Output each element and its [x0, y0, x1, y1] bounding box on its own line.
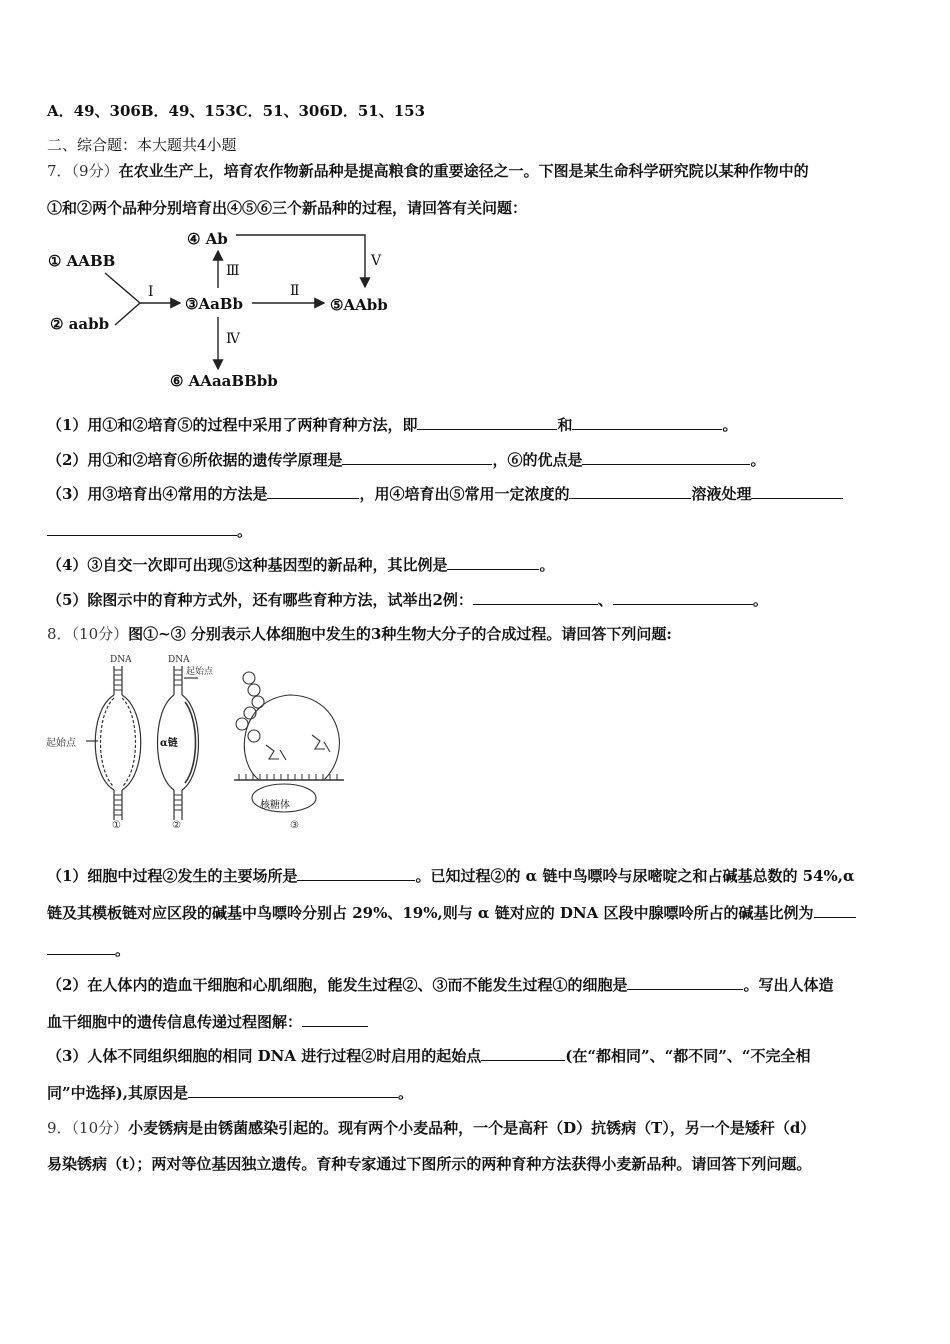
q8-p1-text2: 。已知过程②的 α 链中鸟嘌呤与尿嘧啶之和占碱基总数的 54%,α: [415, 867, 855, 885]
q7-p4-text: （4）③自交一次即可出现⑤这种基因型的新品种，其比例是: [47, 556, 448, 574]
fig2-alpha-label: α链: [160, 738, 178, 749]
q7-stem-line1: [47, 160, 910, 182]
q7-p3-text3: 溶液处理: [691, 485, 752, 503]
q8-p2-text2: 。写出人体造: [743, 976, 834, 994]
q7-part2: [47, 449, 910, 471]
answer-blank[interactable]: [582, 449, 750, 465]
breeding-diagram: [40, 225, 420, 395]
answer-blank[interactable]: [417, 414, 557, 430]
answer-blank[interactable]: [751, 483, 843, 499]
fig1-dna-label: DNA: [110, 655, 132, 665]
q7-part5: [47, 589, 910, 611]
q9-score: （10分）: [71, 1119, 129, 1137]
q7-p2-text: （2）用①和②培育⑥所依据的遗传学原理是: [47, 451, 343, 469]
section-title: 二、综合题：本大题共4小题: [47, 136, 237, 154]
q8-p3-text2: (在“都相同”、“都不同”、“不完全相: [565, 1047, 811, 1065]
step-3-label: Ⅲ: [226, 263, 240, 279]
q8-part3-line2: [47, 1082, 910, 1104]
q7-stem1: 在农业生产上，培育农作物新品种是提高粮食的重要途径之一。下图是某生命科学研究院以某种作物中的: [118, 162, 809, 180]
q6-options: A．49、306B．49、153C．51、306D．51、153: [47, 102, 426, 120]
q8-part1-line2: [47, 902, 910, 924]
q8-p3-end: 。: [397, 1084, 413, 1102]
fig3-caption: ③: [290, 820, 299, 831]
q8-stem-line: [47, 623, 910, 645]
answer-blank[interactable]: [47, 520, 237, 536]
q8-p3-text3: 同”中选择),其原因是: [47, 1084, 188, 1102]
answer-blank[interactable]: [627, 974, 743, 990]
q8-p2-text: （2）在人体内的造血干细胞和心肌细胞，能发生过程②、③而不能发生过程①的细胞是: [47, 976, 628, 994]
answer-blank[interactable]: [47, 939, 115, 955]
node-5: ⑤AAbb: [330, 296, 388, 314]
answer-blank[interactable]: [267, 483, 359, 499]
q7-p1-end: 。: [722, 416, 738, 434]
fig2-start-label: 起始点: [186, 667, 214, 677]
q7-p4-end: 。: [539, 556, 555, 574]
q8-p1-text3: 链及其模板链对应区段的碱基中鸟嘌呤分别占 29%、19%,则与 α 链对应的 DNA 区段中腺嘌呤所占的碱基比例为: [47, 904, 814, 922]
q7-part4: [47, 554, 910, 576]
answer-blank[interactable]: [572, 414, 722, 430]
q8-part2-line2: [47, 1011, 910, 1033]
q8-p2-text3: 血干细胞中的遗传信息传递过程图解：: [47, 1013, 303, 1031]
q7-p3-text: （3）用③培育出④常用的方法是: [47, 485, 268, 503]
q9-number: 9．: [47, 1119, 72, 1137]
q8-p1-text: （1）细胞中过程②发生的主要场所是: [47, 867, 298, 885]
q7-p1-text: （1）用①和②培育⑤的过程中采用了两种育种方法，即: [47, 416, 418, 434]
step-4-label: Ⅳ: [226, 331, 240, 347]
q7-p3-text2: ，用④培育出⑤常用一定浓度的: [359, 485, 570, 503]
q7-p1-text2: 和: [557, 416, 573, 434]
replication-bubble: [86, 666, 141, 820]
fig2-dna-label: DNA: [168, 655, 190, 665]
q8-part2: [47, 974, 910, 996]
node-3: ③AaBb: [185, 295, 243, 313]
answer-blank[interactable]: [188, 1082, 398, 1098]
q7-p2-end: 。: [750, 451, 766, 469]
answer-blank[interactable]: [302, 1011, 368, 1027]
arrow-step-5: [236, 235, 365, 287]
ribosome-label: 核糖体: [260, 800, 290, 811]
q8-number: 8．: [47, 625, 72, 643]
q7-p5-sep: 、: [597, 591, 613, 609]
q8-p1-end: 。: [115, 941, 131, 959]
dna-rungs: [114, 670, 122, 815]
q8-stem: 图①~③ 分别表示人体细胞中发生的3种生物大分子的合成过程。请回答下列问题:: [128, 625, 672, 643]
node-4: ④ Ab: [187, 230, 228, 248]
fig1-caption: ①: [112, 820, 121, 831]
q7-part3: [47, 483, 910, 505]
step-5-label: Ⅴ: [371, 253, 382, 269]
answer-blank[interactable]: [569, 483, 691, 499]
synthesis-figure: [44, 650, 364, 835]
fig2-caption: ②: [172, 820, 181, 831]
merge-line-top: [105, 273, 140, 303]
node-2: ② aabb: [50, 315, 110, 333]
q7-number: 7．: [47, 162, 72, 180]
q9-stem-line1: [47, 1117, 910, 1139]
q7-p5-text: （5）除图示中的育种方式外，还有哪些育种方法，试举出2例：: [47, 591, 473, 609]
answer-blank[interactable]: [814, 902, 856, 918]
node-1: ① AABB: [48, 252, 116, 270]
q7-part3-cont: [47, 520, 910, 542]
step-1-label: Ⅰ: [148, 284, 154, 300]
q7-stem2: ①和②两个品种分别培育出④⑤⑥三个新品种的过程，请回答有关问题：: [47, 199, 528, 217]
q8-part1-line3: [47, 939, 910, 961]
q7-score: （9分）: [71, 162, 119, 180]
answer-blank[interactable]: [447, 554, 539, 570]
answer-blank[interactable]: [481, 1045, 565, 1061]
node-6: ⑥ AAaaBBbb: [170, 372, 278, 390]
q9-stem2: 易染锈病（t）；两对等位基因独立遗传。育种专家通过下图所示的两种育种方法获得小麦新品种。请回答下列问题。: [47, 1155, 812, 1173]
fig1-start-label: 起始点: [46, 738, 76, 749]
answer-blank[interactable]: [473, 589, 598, 605]
q8-p3-text: （3）人体不同组织细胞的相同 DNA 进行过程②时启用的起始点: [47, 1047, 482, 1065]
q8-score: （10分）: [71, 625, 129, 643]
q9-stem1: 小麦锈病是由锈菌感染引起的。现有两个小麦品种，一个是高秆（D）抗锈病（T），另一个是矮秆（d）: [128, 1119, 816, 1137]
step-2-label: Ⅱ: [290, 283, 300, 299]
answer-blank[interactable]: [613, 589, 753, 605]
merge-line-bottom: [115, 303, 140, 325]
q8-part1: [47, 865, 910, 887]
q7-part1: [47, 414, 910, 436]
q7-p5-end: 。: [752, 591, 768, 609]
q8-part3: [47, 1045, 910, 1067]
answer-blank[interactable]: [342, 449, 492, 465]
q7-p3-end: 。: [237, 522, 253, 540]
translation-diagram: [234, 672, 344, 812]
answer-blank[interactable]: [297, 865, 415, 881]
q7-p2-text2: ，⑥的优点是: [492, 451, 583, 469]
